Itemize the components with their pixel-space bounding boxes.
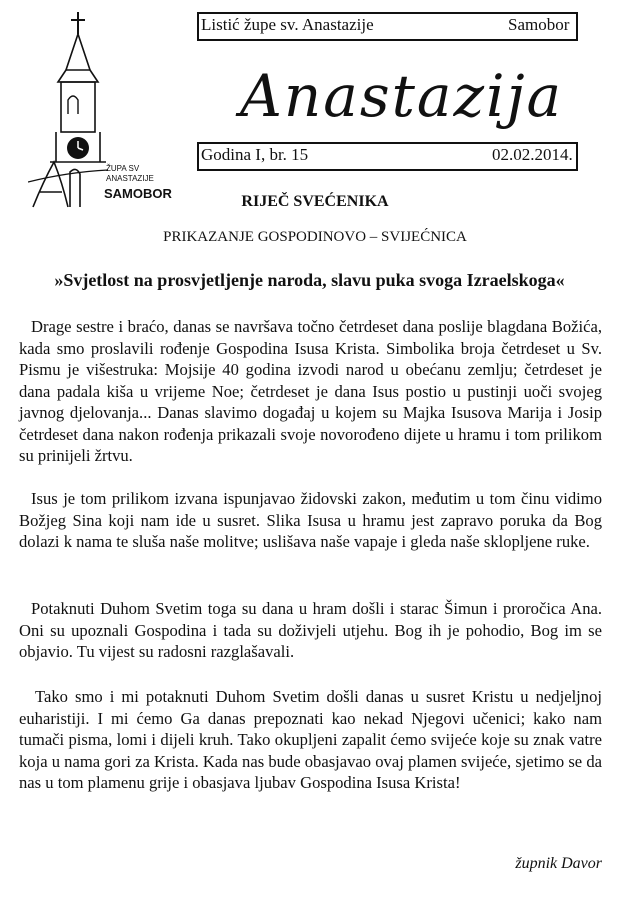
logo-text-2: ANASTAZIJE xyxy=(106,174,154,183)
paragraph-1: Drage sestre i braćo, danas se navršava točno četrdeset dana poslije blagdana Božića, kada smo proslavili rođenje Gospodina Isusa Krista. Simbolika broja četrdeset u Sv. Pismu je višestruka: Mojsije 40 godina izvodi narod u obećanu zemlju; četrdeset je dana padala kiša u vrijeme Noe; četrdeset je dana Isus postio u pustinji uoči svojeg javnog djelovanja... Danas slavimo događaj u kojem su Majka Isusova Marija i Josip četrdeset dana nakon rođenja prikazali svoje novorođeno dijete u hramu i tom prilikom su prinijeli žrtvu. xyxy=(19,317,602,465)
issue-date: 02.02.2014. xyxy=(492,145,573,164)
paragraph-2: Isus je tom prilikom izvana ispunjavao židovski zakon, međutim u tom činu vidimo Božjeg Sina koji nam ide u susret. Slika Isusa u hramu jest zapravo poruka da Bog dolazi k nama te sluša naše molitve; uslišava naše vapaje i gleda naše sklopljene ruke. xyxy=(19,489,602,551)
newsletter-title: Anastazija xyxy=(240,62,564,130)
article-subtitle: PRIKAZANJE GOSPODINOVO – SVIJEĆNICA xyxy=(163,229,467,245)
parish-name: Listić župe sv. Anastazije xyxy=(201,15,374,34)
parish-logo xyxy=(28,12,198,212)
paragraph-4: Tako smo i mi potaknuti Duhom Svetim došli danas u susret Kristu u nedjeljnoj euharistiji. I mi ćemo Ga danas prepoznati kao nekad Njegovi učenici; kako nam tumači pisma, lomi i dijeli kruh. Tako okupljeni zapalit ćemo svijeće koje su znak vatre koja u nama gori za Krista. Kada nas bude obasjavao ovaj plamen svijeće, sjetimo se da nas u tom plamenu grije i obasjava ljubav Gospodina Isusa Krista! xyxy=(19,687,602,792)
signature: župnik Davor xyxy=(515,855,602,872)
town-name: Samobor xyxy=(508,15,570,34)
issue-number: Godina I, br. 15 xyxy=(201,145,309,164)
article-quote: »Svjetlost na prosvjetljenje naroda, slavu puka svoga Izraelskoga« xyxy=(54,270,565,290)
logo-text-1: ŽUPA SV xyxy=(106,164,140,173)
paragraph-3: Potaknuti Duhom Svetim toga su dana u hram došli i starac Šimun i proročica Ana. Oni su upoznali Gospodina i tada su doživjeli utjehu. Bog ih je pohodio, Bog im se objavio. Tu vijest su radosni razglašavali. xyxy=(19,599,602,661)
section-title: RIJEČ SVEĆENIKA xyxy=(241,193,389,210)
logo-text-3: SAMOBOR xyxy=(104,186,172,201)
